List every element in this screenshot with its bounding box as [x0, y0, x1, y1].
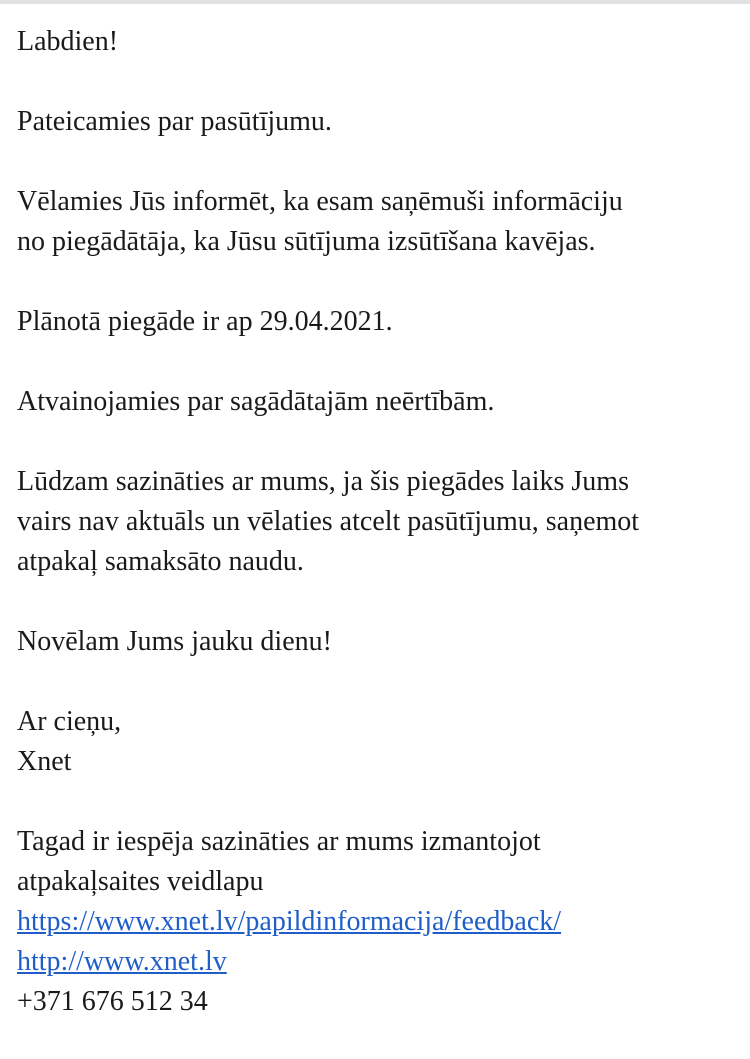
planned-delivery-text: Plānotā piegāde ir ap 29.04.2021.: [17, 306, 393, 337]
info-line: Vēlamies Jūs informēt, ka esam saņēmuši informāciju: [17, 186, 623, 217]
feedback-link[interactable]: https://www.xnet.lv/papildinformacija/feedback/: [17, 906, 562, 937]
thanks-text: Pateicamies par pasūtījumu.: [17, 106, 332, 137]
planned-delivery-paragraph: [17, 302, 737, 342]
closing-text: Ar cieņu,: [17, 706, 122, 737]
contact-line: atpakaļ samaksāto naudu.: [17, 546, 304, 577]
thanks-paragraph: [17, 102, 737, 142]
info-paragraph: [17, 182, 737, 262]
info-line: no piegādātāja, ka Jūsu sūtījuma izsūtīšana kavējas.: [17, 226, 596, 257]
email-body: [17, 22, 737, 1022]
apology-text: Atvainojamies par sagādātajām neērtībām.: [17, 386, 495, 417]
feedback-line: Tagad ir iespēja sazināties ar mums izmantojot: [17, 826, 541, 857]
top-divider: [0, 0, 750, 4]
contact-line: vairs nav aktuāls un vēlaties atcelt pasūtījumu, saņemot: [17, 506, 640, 537]
greeting-text: Labdien!: [17, 26, 119, 57]
website-link[interactable]: http://www.xnet.lv: [17, 946, 227, 977]
signature-text: Xnet: [17, 746, 72, 777]
contact-line: Lūdzam sazināties ar mums, ja šis piegādes laiks Jums: [17, 466, 629, 497]
signature-block: [17, 702, 737, 782]
feedback-block: [17, 822, 737, 1022]
wish-paragraph: [17, 622, 737, 662]
phone-number: +371 676 512 34: [17, 986, 208, 1017]
feedback-line: atpakaļsaites veidlapu: [17, 866, 264, 897]
apology-paragraph: [17, 382, 737, 422]
contact-paragraph: [17, 462, 737, 582]
greeting: [17, 22, 737, 62]
wish-text: Novēlam Jums jauku dienu!: [17, 626, 332, 657]
